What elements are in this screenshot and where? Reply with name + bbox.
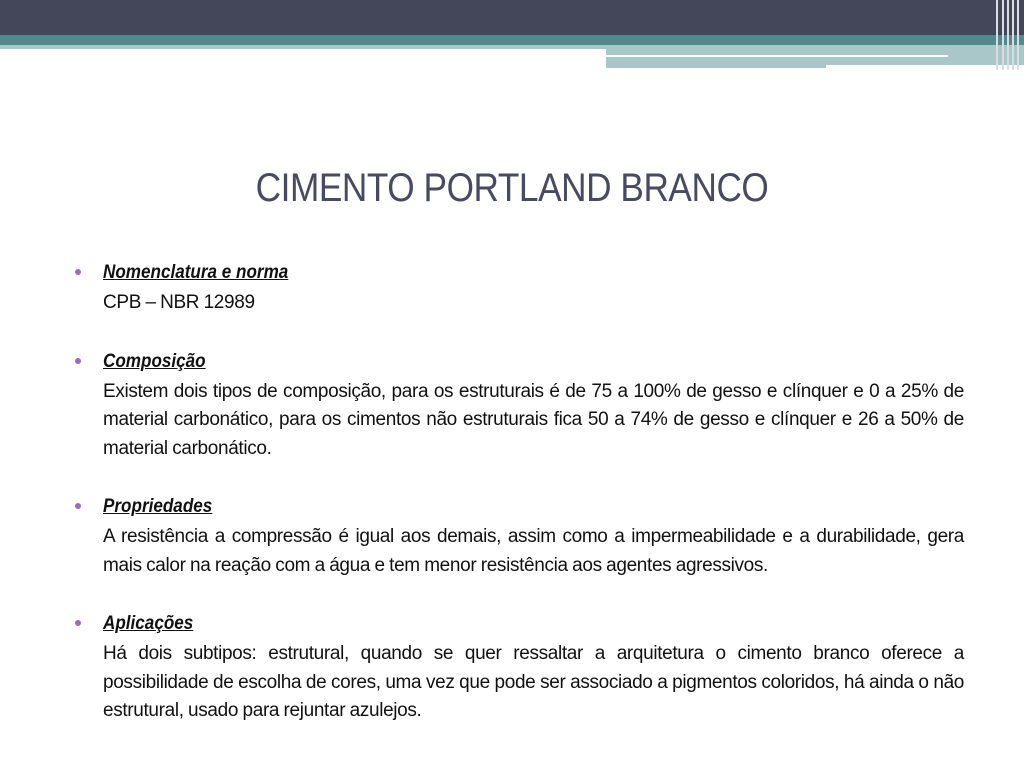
header-light-line [606,64,826,68]
slide-header-decoration [0,0,1024,70]
section-heading-text: Nomenclatura e norma [103,262,289,283]
section-nomenclatura [72,257,964,318]
section-propriedades [72,491,964,580]
header-white-line [606,55,948,57]
header-teal-band [0,35,1024,45]
section-heading-text: Aplicações [103,613,194,634]
bullet-dot-icon [75,269,81,275]
section-body-text: Existem dois tipos de composição, para os estruturais é de 75 a 100% de gesso e clínquer e 0 a 25% de material carbonático, para os cimentos não estruturais fica 50 a 74% de gesso e clínquer e 26 a 50% de material carbonático. [103,380,964,459]
header-vertical-stripes [994,0,1024,70]
slide-title: CIMENTO PORTLAND BRANCO [255,166,769,210]
bullet-dot-icon [75,358,81,364]
section-body-text: CPB – NBR 12989 [103,292,255,313]
bullet-dot-icon [75,503,81,509]
section-body-text: A resistência a compressão é igual aos demais, assim como a impermeabilidade e a durabilidade, gera mais calor na reação com a água e tem menor resistência aos agentes agressivos. [103,526,964,576]
section-heading [72,257,964,289]
section-heading-text: Composição [103,350,206,372]
section-heading-text: Propriedades [103,496,213,517]
section-heading [72,346,964,378]
header-light-band-left [0,45,606,49]
section-aplicacoes [72,608,964,726]
section-body-text: Há dois subtipos: estrutural, quando se quer ressaltar a arquitetura o cimento branco oferece a possibilidade de escolha de cores, uma vez que pode ser associado a pigmentos coloridos, há ainda o não estrutural, usado para rejuntar azulejos. [103,643,964,721]
section-composicao [72,346,964,464]
section-heading [72,491,964,523]
header-dark-band [0,0,1024,35]
section-heading [72,608,964,640]
slide-content [72,257,964,754]
bullet-dot-icon [75,620,81,626]
